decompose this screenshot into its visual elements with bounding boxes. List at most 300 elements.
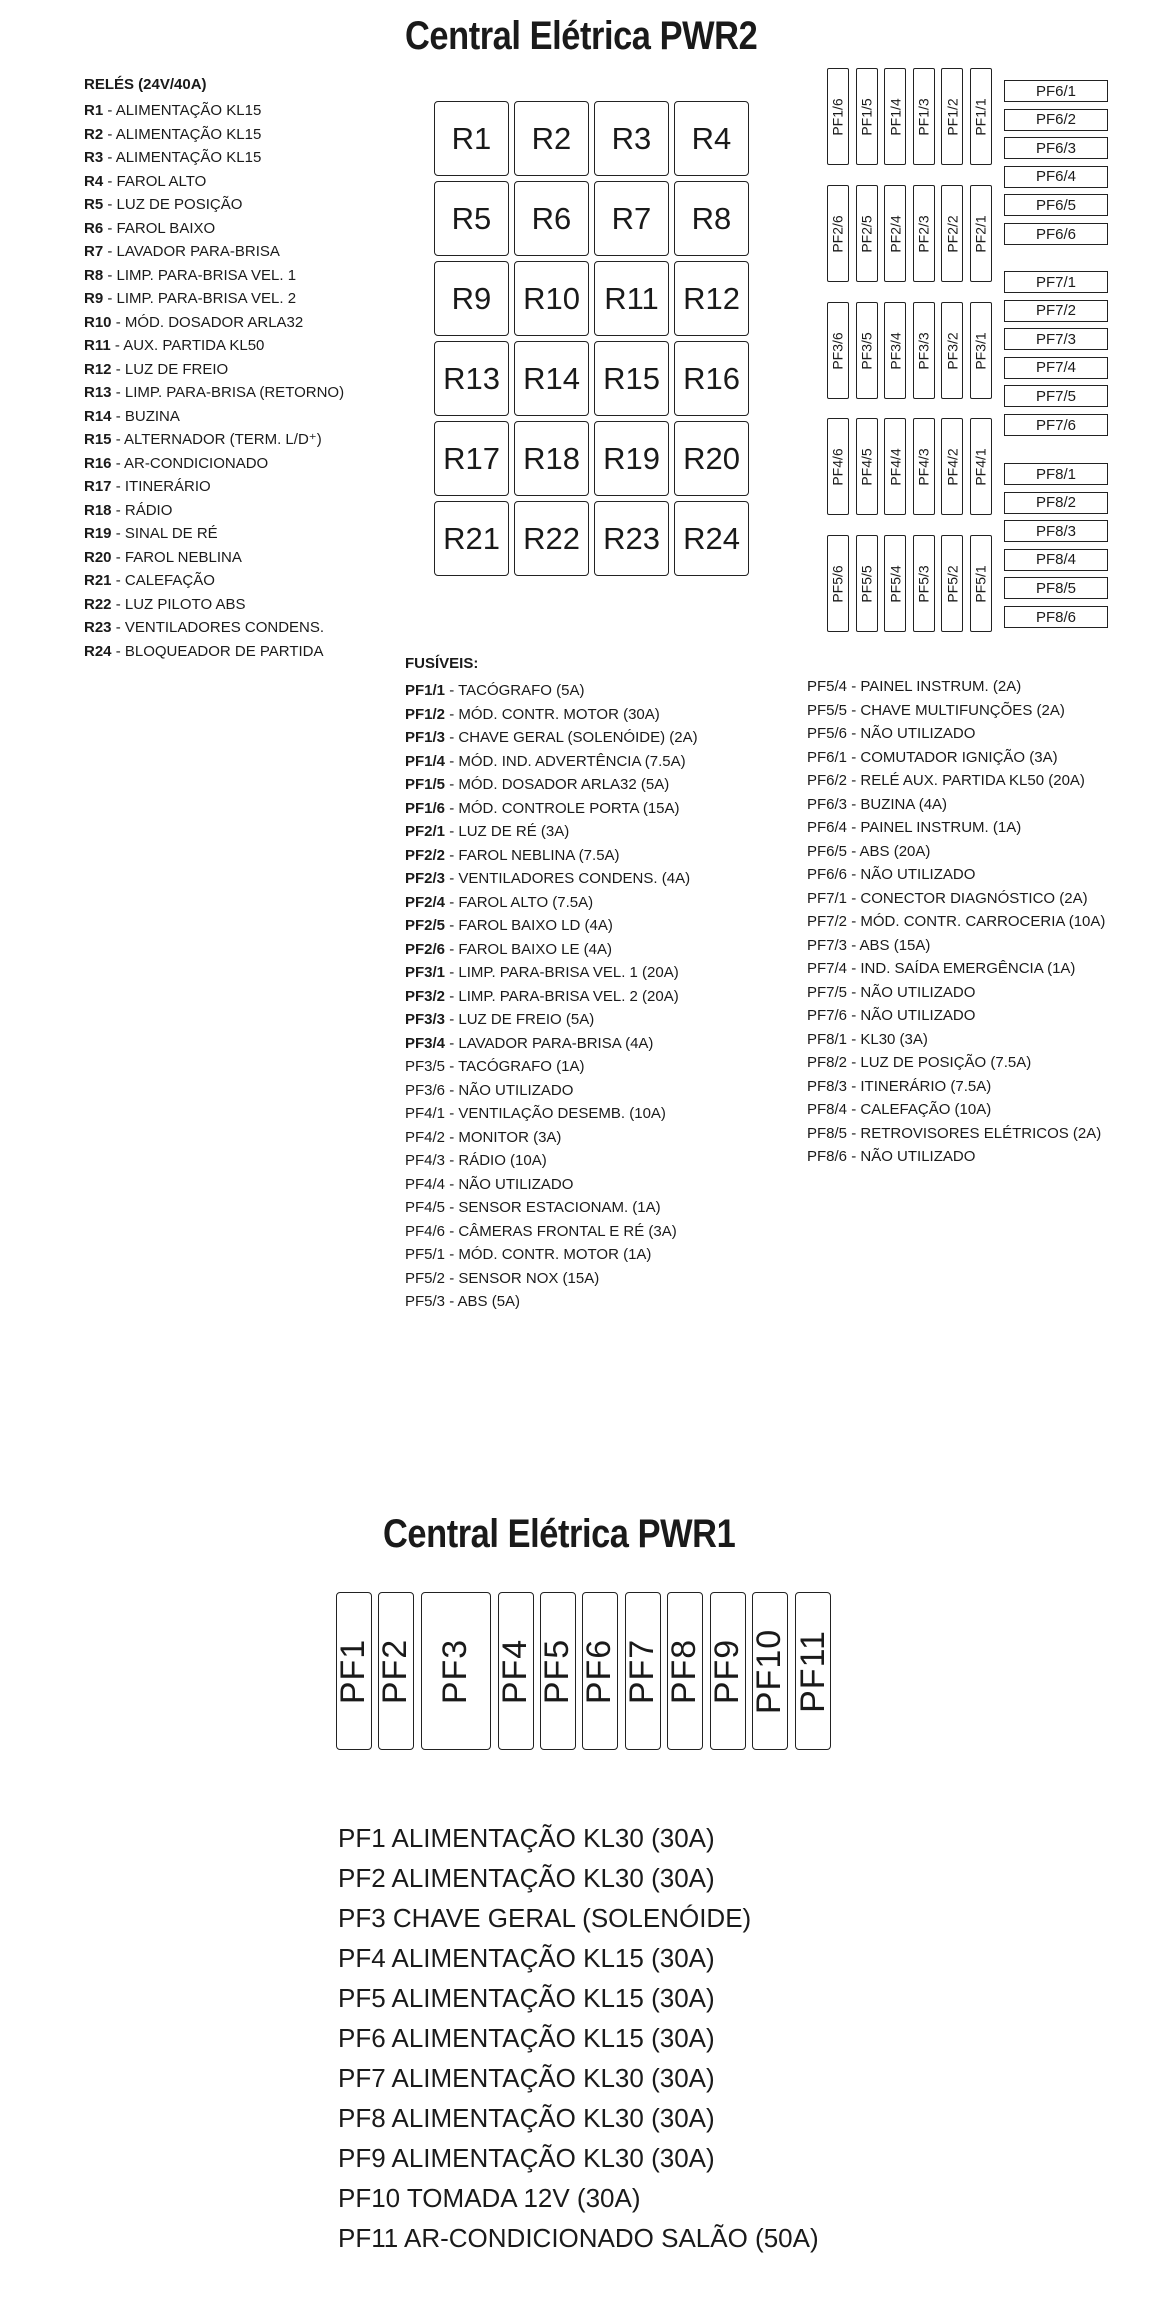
pwr1-fuse bbox=[421, 1592, 491, 1750]
relay-slot: R22 bbox=[514, 501, 589, 576]
relay-code: R10 bbox=[84, 313, 112, 331]
fuse-desc: - MÓD. CONTR. MOTOR (30A) bbox=[445, 705, 660, 723]
vertical-fuse bbox=[856, 185, 878, 282]
relay-slot: R12 bbox=[674, 261, 749, 336]
pwr1-legend-item: PF9 ALIMENTAÇÃO KL30 (30A) bbox=[338, 2143, 715, 2173]
fuse-desc: - PAINEL INSTRUM. (1A) bbox=[847, 819, 1022, 836]
fuse-code: PF7/2 bbox=[807, 913, 848, 930]
fuse-code: PF1/5 bbox=[405, 776, 446, 793]
fuse-code: PF2/4 bbox=[405, 893, 446, 911]
fuse-code: PF3/1 bbox=[405, 964, 446, 981]
relay-desc: - VENTILADORES CONDENS. bbox=[111, 619, 325, 636]
fuse-legend-item bbox=[807, 1051, 1105, 1075]
vertical-fuse bbox=[884, 68, 906, 165]
fuse-code: PF5/4 bbox=[807, 678, 848, 695]
pwr1-fuse bbox=[667, 1592, 703, 1750]
relay-slot: R1 bbox=[434, 101, 509, 176]
fuse-legend-item bbox=[405, 703, 698, 727]
relay-legend-item bbox=[84, 616, 344, 640]
fuse-desc: - CHAVE MULTIFUNÇÕES (2A) bbox=[847, 701, 1065, 719]
vertical-fuse-label: PF4/4 bbox=[887, 447, 904, 486]
pwr1-fuse-label: PF5 bbox=[538, 1638, 577, 1704]
vertical-fuse bbox=[856, 302, 878, 399]
relay-code: R4 bbox=[84, 172, 104, 190]
relay-legend-item bbox=[84, 640, 344, 664]
fuse-code: PF5/6 bbox=[807, 725, 848, 742]
vertical-fuse bbox=[856, 535, 878, 632]
relay-slot: R9 bbox=[434, 261, 509, 336]
fuse-code: PF1/3 bbox=[405, 729, 446, 746]
fuse-legend-item bbox=[405, 985, 698, 1009]
fuse-code: PF4/2 bbox=[405, 1128, 446, 1146]
fuse-legend-item bbox=[405, 1220, 698, 1244]
fuse-code: PF5/5 bbox=[807, 701, 848, 719]
pwr1-legend-item: PF8 ALIMENTAÇÃO KL30 (30A) bbox=[338, 2103, 715, 2133]
fuse-code: PF2/5 bbox=[405, 917, 446, 934]
relay-slot: R13 bbox=[434, 341, 509, 416]
relay-code: R16 bbox=[84, 454, 112, 472]
vertical-fuse-label: PF1/3 bbox=[915, 97, 932, 136]
fuse-desc: - RELÉ AUX. PARTIDA KL50 (20A) bbox=[847, 772, 1085, 789]
pwr1-fuse-label: PF8 bbox=[665, 1638, 704, 1704]
fuse-desc: - MÓD. CONTR. MOTOR (1A) bbox=[445, 1246, 652, 1263]
vertical-fuse bbox=[884, 418, 906, 515]
pwr1-fuse-label: PF4 bbox=[496, 1638, 535, 1704]
pwr1-fuse-label: PF6 bbox=[580, 1638, 619, 1704]
fuse-legend-item bbox=[405, 891, 698, 915]
fuse-legend-item bbox=[807, 793, 1105, 817]
vertical-fuse-label: PF1/4 bbox=[887, 97, 904, 136]
relay-slot: R19 bbox=[594, 421, 669, 496]
relay-legend-item bbox=[84, 334, 344, 358]
vertical-fuse-label: PF3/1 bbox=[973, 331, 990, 370]
relay-legend-item bbox=[84, 405, 344, 429]
vertical-fuse bbox=[913, 185, 935, 282]
fuse-legend-item bbox=[807, 699, 1105, 723]
relay-slot: R4 bbox=[674, 101, 749, 176]
relay-slot: R15 bbox=[594, 341, 669, 416]
fuse-code: PF1/4 bbox=[405, 752, 446, 770]
pwr1-fuse-label: PF3 bbox=[436, 1638, 475, 1704]
vertical-fuse-label: PF2/2 bbox=[944, 214, 961, 253]
relay-desc: - AUX. PARTIDA KL50 bbox=[110, 337, 265, 354]
pwr1-fuse bbox=[710, 1592, 746, 1750]
horizontal-fuse: PF7/5 bbox=[1004, 385, 1108, 407]
fuse-code: PF6/3 bbox=[807, 795, 848, 813]
relay-heading: RELÉS (24V/40A) bbox=[84, 76, 207, 93]
fuse-legend-item bbox=[405, 820, 698, 844]
relay-desc: - LIMP. PARA-BRISA (RETORNO) bbox=[111, 384, 345, 401]
relay-legend-item bbox=[84, 475, 344, 499]
vertical-fuse-label: PF2/4 bbox=[887, 214, 904, 253]
fuse-code: PF4/6 bbox=[405, 1222, 446, 1240]
vertical-fuse-label: PF1/2 bbox=[944, 97, 961, 136]
relay-slot: R2 bbox=[514, 101, 589, 176]
relay-legend bbox=[84, 99, 344, 663]
relay-code: R5 bbox=[84, 196, 104, 213]
relay-desc: - RÁDIO bbox=[111, 501, 173, 519]
fuse-legend-item bbox=[807, 1028, 1105, 1052]
relay-code: R2 bbox=[84, 125, 104, 143]
relay-legend-item bbox=[84, 381, 344, 405]
vertical-fuse-label: PF5/3 bbox=[915, 564, 932, 603]
vertical-fuse-label: PF3/5 bbox=[858, 331, 875, 370]
relay-legend-item bbox=[84, 193, 344, 217]
pwr1-fuse-legend bbox=[338, 1818, 819, 2258]
relay-code: R1 bbox=[84, 102, 104, 119]
fuse-desc: - COMUTADOR IGNIÇÃO (3A) bbox=[847, 748, 1058, 766]
fuse-legend-item bbox=[807, 816, 1105, 840]
fuse-legend-item bbox=[807, 675, 1105, 699]
fuse-legend-item bbox=[807, 722, 1105, 746]
relay-code: R8 bbox=[84, 266, 104, 284]
fuse-code: PF1/6 bbox=[405, 799, 446, 817]
fuse-code: PF7/5 bbox=[807, 983, 848, 1001]
vertical-fuse-label: PF4/3 bbox=[915, 447, 932, 486]
vertical-fuse bbox=[884, 302, 906, 399]
fuse-legend-item bbox=[807, 981, 1105, 1005]
fuse-heading: FUSÍVEIS: bbox=[405, 655, 479, 672]
fuse-legend-item bbox=[405, 1173, 698, 1197]
fuse-code: PF4/5 bbox=[405, 1199, 446, 1216]
vertical-fuse-label: PF4/2 bbox=[944, 447, 961, 486]
fuse-code: PF7/3 bbox=[807, 936, 848, 954]
fuse-desc: - VENTILADORES CONDENS. (4A) bbox=[445, 870, 691, 887]
horizontal-fuse: PF7/2 bbox=[1004, 300, 1108, 322]
fuse-code: PF3/6 bbox=[405, 1081, 446, 1099]
relay-code: R18 bbox=[84, 501, 112, 519]
fuse-legend-item bbox=[807, 769, 1105, 793]
fuse-legend-item bbox=[405, 797, 698, 821]
vertical-fuse-label: PF3/6 bbox=[830, 331, 847, 370]
relay-slot: R8 bbox=[674, 181, 749, 256]
relay-desc: - BLOQUEADOR DE PARTIDA bbox=[111, 642, 324, 660]
fuse-code: PF1/2 bbox=[405, 705, 446, 723]
vertical-fuse-label: PF4/5 bbox=[858, 447, 875, 486]
fuse-legend-item bbox=[807, 1145, 1105, 1169]
fuse-desc: - NÃO UTILIZADO bbox=[847, 1148, 976, 1165]
fuse-legend-item bbox=[405, 867, 698, 891]
fuse-desc: - LAVADOR PARA-BRISA (4A) bbox=[445, 1034, 654, 1052]
fuse-code: PF3/2 bbox=[405, 987, 446, 1005]
relay-code: R14 bbox=[84, 407, 112, 425]
relay-slot: R6 bbox=[514, 181, 589, 256]
fuse-desc: - NÃO UTILIZADO bbox=[445, 1175, 574, 1193]
vertical-fuse bbox=[827, 418, 849, 515]
vertical-fuse bbox=[970, 535, 992, 632]
relay-legend-item bbox=[84, 428, 344, 452]
fuse-legend-item bbox=[405, 1290, 698, 1314]
vertical-fuse bbox=[970, 302, 992, 399]
fuse-desc: - CHAVE GERAL (SOLENÓIDE) (2A) bbox=[445, 729, 698, 746]
horizontal-fuse: PF8/6 bbox=[1004, 606, 1108, 628]
pwr1-fuse-label: PF1 bbox=[334, 1638, 373, 1704]
relay-slot: R20 bbox=[674, 421, 749, 496]
fuse-desc: - FAROL ALTO (7.5A) bbox=[445, 893, 594, 911]
relay-code: R20 bbox=[84, 548, 112, 566]
fuse-desc: - RÁDIO (10A) bbox=[445, 1152, 547, 1169]
fuse-desc: - LIMP. PARA-BRISA VEL. 2 (20A) bbox=[445, 987, 679, 1005]
fuse-legend-item bbox=[807, 957, 1105, 981]
fuse-legend-item bbox=[405, 726, 698, 750]
horizontal-fuse: PF7/4 bbox=[1004, 357, 1108, 379]
pwr1-fuse bbox=[378, 1592, 414, 1750]
relay-code: R21 bbox=[84, 572, 112, 589]
fuse-legend-item bbox=[807, 1075, 1105, 1099]
relay-legend-item bbox=[84, 452, 344, 476]
fuse-desc: - NÃO UTILIZADO bbox=[847, 866, 976, 883]
relay-legend-item bbox=[84, 569, 344, 593]
horizontal-fuse: PF8/3 bbox=[1004, 520, 1108, 542]
horizontal-fuse: PF6/4 bbox=[1004, 166, 1108, 188]
fuse-code: PF7/1 bbox=[807, 889, 848, 907]
fuse-desc: - ITINERÁRIO (7.5A) bbox=[847, 1077, 992, 1095]
relay-code: R23 bbox=[84, 619, 112, 636]
fuse-desc: - ABS (5A) bbox=[445, 1293, 521, 1310]
vertical-fuse-label: PF2/1 bbox=[973, 214, 990, 253]
relay-legend-item bbox=[84, 217, 344, 241]
vertical-fuse-label: PF3/4 bbox=[887, 331, 904, 370]
relay-slot: R5 bbox=[434, 181, 509, 256]
vertical-fuse-label: PF2/6 bbox=[830, 214, 847, 253]
relay-legend-item bbox=[84, 123, 344, 147]
relay-slot: R23 bbox=[594, 501, 669, 576]
relay-slot: R24 bbox=[674, 501, 749, 576]
vertical-fuse bbox=[941, 302, 963, 399]
fuse-desc: - IND. SAÍDA EMERGÊNCIA (1A) bbox=[847, 960, 1076, 977]
horizontal-fuse: PF6/1 bbox=[1004, 80, 1108, 102]
fuse-legend-item bbox=[405, 773, 698, 797]
relay-grid bbox=[434, 101, 749, 576]
fuse-legend-item bbox=[405, 844, 698, 868]
fuse-desc: - MÓD. CONTR. CARROCERIA (10A) bbox=[847, 913, 1106, 930]
fuse-code: PF4/4 bbox=[405, 1175, 446, 1193]
vertical-fuse bbox=[827, 185, 849, 282]
relay-desc: - CALEFAÇÃO bbox=[111, 572, 215, 589]
relay-desc: - ITINERÁRIO bbox=[111, 478, 211, 495]
horizontal-fuse: PF6/2 bbox=[1004, 109, 1108, 131]
fuse-legend-item bbox=[405, 1267, 698, 1291]
fuse-legend-col2 bbox=[807, 675, 1105, 1169]
relay-desc: - AR-CONDICIONADO bbox=[111, 454, 269, 472]
fuse-legend-item bbox=[807, 1098, 1105, 1122]
vertical-fuse bbox=[884, 185, 906, 282]
fuse-code: PF8/2 bbox=[807, 1054, 848, 1071]
fuse-legend-item bbox=[807, 1122, 1105, 1146]
pwr1-legend-item: PF7 ALIMENTAÇÃO KL30 (30A) bbox=[338, 2063, 715, 2093]
vertical-fuse bbox=[913, 535, 935, 632]
relay-legend-item bbox=[84, 146, 344, 170]
fuse-code: PF8/6 bbox=[807, 1148, 848, 1165]
vertical-fuse bbox=[913, 302, 935, 399]
vertical-fuse bbox=[884, 535, 906, 632]
fuse-code: PF6/6 bbox=[807, 866, 848, 883]
relay-code: R7 bbox=[84, 243, 104, 260]
pwr1-legend-item: PF3 CHAVE GERAL (SOLENÓIDE) bbox=[338, 1903, 752, 1933]
relay-desc: - LUZ PILOTO ABS bbox=[111, 595, 246, 613]
vertical-fuse-label: PF2/5 bbox=[858, 214, 875, 253]
horizontal-fuse: PF7/6 bbox=[1004, 414, 1108, 436]
fuse-code: PF2/2 bbox=[405, 846, 446, 864]
relay-slot: R10 bbox=[514, 261, 589, 336]
relay-desc: - SINAL DE RÉ bbox=[111, 525, 218, 542]
fuse-desc: - FAROL BAIXO LE (4A) bbox=[445, 940, 613, 958]
relay-legend-item bbox=[84, 170, 344, 194]
horizontal-fuse: PF8/2 bbox=[1004, 492, 1108, 514]
fuse-desc: - CÂMERAS FRONTAL E RÉ (3A) bbox=[445, 1222, 677, 1240]
fuse-desc: - NÃO UTILIZADO bbox=[445, 1081, 574, 1099]
pwr1-fuse bbox=[795, 1592, 831, 1750]
relay-slot: R17 bbox=[434, 421, 509, 496]
fuse-desc: - MÓD. DOSADOR ARLA32 (5A) bbox=[445, 776, 670, 793]
fuse-desc: - FAROL NEBLINA (7.5A) bbox=[445, 846, 620, 864]
pwr1-legend-item: PF10 TOMADA 12V (30A) bbox=[338, 2183, 641, 2213]
relay-desc: - MÓD. DOSADOR ARLA32 bbox=[111, 313, 304, 331]
pwr1-fuse-label: PF7 bbox=[623, 1638, 662, 1704]
fuse-legend-item bbox=[807, 934, 1105, 958]
fuse-code: PF1/1 bbox=[405, 682, 446, 699]
fuse-legend-item bbox=[405, 1032, 698, 1056]
vertical-fuse bbox=[941, 535, 963, 632]
fuse-desc: - PAINEL INSTRUM. (2A) bbox=[847, 678, 1022, 695]
fuse-legend-item bbox=[405, 1079, 698, 1103]
fuse-code: PF6/4 bbox=[807, 819, 848, 836]
relay-code: R12 bbox=[84, 360, 112, 378]
fuse-code: PF2/3 bbox=[405, 870, 446, 887]
vertical-fuse bbox=[827, 535, 849, 632]
vertical-fuse-label: PF4/1 bbox=[973, 447, 990, 486]
pwr1-fuse bbox=[625, 1592, 661, 1750]
fuse-desc: - MONITOR (3A) bbox=[445, 1128, 562, 1146]
relay-legend-item bbox=[84, 264, 344, 288]
relay-legend-item bbox=[84, 358, 344, 382]
vertical-fuse-label: PF5/6 bbox=[830, 564, 847, 603]
fuse-legend-item bbox=[405, 1243, 698, 1267]
horizontal-fuse: PF7/1 bbox=[1004, 271, 1108, 293]
fuse-code: PF3/3 bbox=[405, 1011, 446, 1028]
relay-legend-item bbox=[84, 593, 344, 617]
horizontal-fuse: PF8/1 bbox=[1004, 463, 1108, 485]
pwr1-fuse bbox=[752, 1592, 788, 1750]
vertical-fuse bbox=[913, 418, 935, 515]
vertical-fuse-label: PF3/2 bbox=[944, 331, 961, 370]
fuse-code: PF6/1 bbox=[807, 748, 848, 766]
fuse-legend-item bbox=[405, 1102, 698, 1126]
relay-desc: - BUZINA bbox=[111, 407, 180, 425]
fuse-code: PF3/4 bbox=[405, 1034, 446, 1052]
pwr1-fuse-label: PF10 bbox=[750, 1628, 789, 1714]
fuse-desc: - ABS (20A) bbox=[847, 842, 931, 860]
fuse-legend-item bbox=[405, 1196, 698, 1220]
pwr1-fuse bbox=[582, 1592, 618, 1750]
relay-legend-item bbox=[84, 522, 344, 546]
pwr1-legend-item: PF1 ALIMENTAÇÃO KL30 (30A) bbox=[338, 1823, 715, 1853]
horizontal-fuse: PF6/5 bbox=[1004, 194, 1108, 216]
pwr1-legend-item: PF11 AR-CONDICIONADO SALÃO (50A) bbox=[338, 2223, 819, 2253]
pwr1-legend-item: PF6 ALIMENTAÇÃO KL15 (30A) bbox=[338, 2023, 715, 2053]
pwr1-fuse-label: PF9 bbox=[708, 1638, 747, 1704]
fuse-desc: - VENTILAÇÃO DESEMB. (10A) bbox=[445, 1105, 666, 1122]
relay-legend-item bbox=[84, 546, 344, 570]
fuse-code: PF2/1 bbox=[405, 823, 446, 840]
fuse-legend-item bbox=[405, 1055, 698, 1079]
vertical-fuse bbox=[856, 418, 878, 515]
vertical-fuse-label: PF1/5 bbox=[858, 97, 875, 136]
vertical-fuse-label: PF5/5 bbox=[858, 564, 875, 603]
vertical-fuse bbox=[856, 68, 878, 165]
fuse-desc: - ABS (15A) bbox=[847, 936, 931, 954]
fuse-code: PF8/4 bbox=[807, 1101, 848, 1118]
vertical-fuse-label: PF5/2 bbox=[944, 564, 961, 603]
relay-desc: - LUZ DE FREIO bbox=[111, 360, 229, 378]
relay-legend-item bbox=[84, 99, 344, 123]
pwr1-legend-item: PF4 ALIMENTAÇÃO KL15 (30A) bbox=[338, 1943, 715, 1973]
relay-code: R11 bbox=[84, 337, 111, 354]
fuse-code: PF2/6 bbox=[405, 940, 446, 958]
relay-legend-item bbox=[84, 287, 344, 311]
fuse-legend-item bbox=[405, 1008, 698, 1032]
pwr1-legend-item: PF5 ALIMENTAÇÃO KL15 (30A) bbox=[338, 1983, 715, 2013]
fuse-desc: - MÓD. CONTROLE PORTA (15A) bbox=[445, 799, 680, 817]
fuse-desc: - RETROVISORES ELÉTRICOS (2A) bbox=[847, 1124, 1102, 1142]
vertical-fuse bbox=[827, 302, 849, 399]
fuse-code: PF8/1 bbox=[807, 1030, 848, 1048]
fuse-legend-item bbox=[807, 863, 1105, 887]
fuse-legend-item bbox=[405, 961, 698, 985]
relay-code: R17 bbox=[84, 478, 112, 495]
horizontal-fuse: PF7/3 bbox=[1004, 328, 1108, 350]
relay-code: R6 bbox=[84, 219, 104, 237]
fuse-code: PF5/1 bbox=[405, 1246, 446, 1263]
fuse-desc: - CALEFAÇÃO (10A) bbox=[847, 1101, 992, 1118]
fuse-legend-item bbox=[807, 746, 1105, 770]
vertical-fuse-label: PF5/4 bbox=[887, 564, 904, 603]
relay-slot: R21 bbox=[434, 501, 509, 576]
vertical-fuse-label: PF5/1 bbox=[973, 564, 990, 603]
pwr1-fuse bbox=[498, 1592, 534, 1750]
pwr1-fuse-label: PF2 bbox=[376, 1638, 415, 1704]
fuse-legend-item bbox=[405, 914, 698, 938]
vertical-fuse-label: PF2/3 bbox=[915, 214, 932, 253]
fuse-legend-item bbox=[405, 1126, 698, 1150]
horizontal-fuse: PF6/3 bbox=[1004, 137, 1108, 159]
fuse-desc: - TACÓGRAFO (5A) bbox=[445, 682, 585, 699]
fuse-desc: - TACÓGRAFO (1A) bbox=[445, 1058, 585, 1075]
vertical-fuse-label: PF1/6 bbox=[830, 97, 847, 136]
fuse-code: PF8/5 bbox=[807, 1124, 848, 1142]
fuse-code: PF6/2 bbox=[807, 772, 848, 789]
relay-code: R24 bbox=[84, 642, 112, 660]
fuse-code: PF3/5 bbox=[405, 1058, 446, 1075]
fuse-desc: - NÃO UTILIZADO bbox=[847, 725, 976, 742]
relay-desc: - ALIMENTAÇÃO KL15 bbox=[103, 102, 262, 119]
vertical-fuse bbox=[941, 68, 963, 165]
fuse-legend-item bbox=[405, 1149, 698, 1173]
pwr1-fuse bbox=[540, 1592, 576, 1750]
fuse-desc: - LUZ DE FREIO (5A) bbox=[445, 1011, 595, 1028]
relay-desc: - FAROL NEBLINA bbox=[111, 548, 242, 566]
fuse-desc: - NÃO UTILIZADO bbox=[847, 983, 976, 1001]
vertical-fuse bbox=[941, 418, 963, 515]
fuse-desc: - CONECTOR DIAGNÓSTICO (2A) bbox=[847, 889, 1088, 907]
fuse-desc: - SENSOR ESTACIONAM. (1A) bbox=[445, 1199, 661, 1216]
relay-desc: - ALIMENTAÇÃO KL15 bbox=[103, 149, 262, 166]
relay-code: R3 bbox=[84, 149, 104, 166]
fuse-desc: - NÃO UTILIZADO bbox=[847, 1007, 976, 1024]
vertical-fuse-label: PF4/6 bbox=[830, 447, 847, 486]
fuse-legend-item bbox=[807, 910, 1105, 934]
relay-code: R22 bbox=[84, 595, 112, 613]
